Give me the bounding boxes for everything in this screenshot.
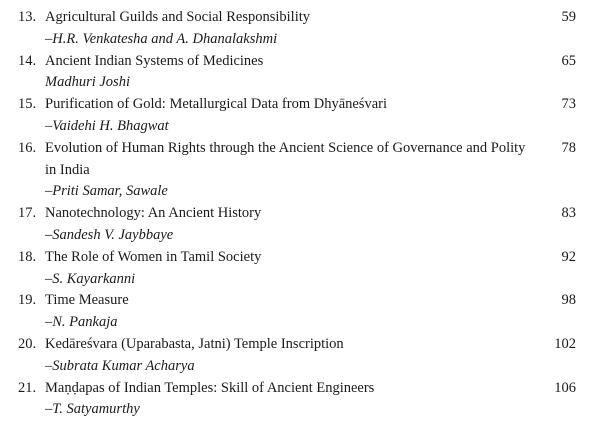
entry-author: –Vaidehi H. Bhagwat <box>45 117 169 134</box>
toc-entry <box>0 334 600 378</box>
author-line <box>0 269 600 291</box>
page-number: 92 <box>561 248 576 265</box>
toc-entry <box>0 203 600 247</box>
title-line <box>0 334 600 356</box>
toc-entry <box>0 138 600 203</box>
toc-entry <box>0 378 600 422</box>
page-number: 59 <box>561 9 576 25</box>
entry-number: 16. <box>18 139 37 156</box>
entry-author: –T. Satyamurthy <box>45 401 140 418</box>
entry-author: –H.R. Venkatesha and A. Dhanalakshmi <box>45 30 278 47</box>
toc-entry <box>0 290 600 334</box>
entry-title: Time Measure <box>45 292 129 309</box>
entry-title: Maṇḍapas of Indian Temples: Skill of Ancient Engineers <box>45 379 375 396</box>
title-line <box>0 247 600 269</box>
author-line <box>0 29 600 51</box>
entry-title: Purification of Gold: Metallurgical Data from Dhyāneśvari <box>45 96 387 113</box>
author-line <box>0 116 600 138</box>
entry-title: Ancient Indian Systems of Medicines <box>45 52 264 69</box>
author-line <box>0 312 600 334</box>
page-number: 78 <box>561 139 576 156</box>
entry-number: 17. <box>18 205 37 222</box>
title-line <box>0 94 600 116</box>
entry-author: –Sandesh V. Jaybbaye <box>45 226 174 243</box>
entry-number: 19. <box>18 292 37 309</box>
entry-number: 21. <box>18 379 37 396</box>
title-line <box>0 160 600 182</box>
page-number: 73 <box>561 96 576 113</box>
author-line <box>0 399 600 421</box>
entry-number: 18. <box>18 248 37 265</box>
author-line <box>0 181 600 203</box>
entry-title: Agricultural Guilds and Social Responsibility <box>45 9 311 25</box>
entry-title: The Role of Women in Tamil Society <box>45 248 262 265</box>
title-line <box>0 51 600 73</box>
entry-author: –Priti Samar, Sawale <box>45 183 168 200</box>
entry-author: –S. Kayarkanni <box>45 270 136 287</box>
author-line <box>0 72 600 94</box>
entry-title: Kedāreśvara (Uparabasta, Jatni) Temple Inscription <box>45 335 344 352</box>
page-number: 98 <box>561 292 576 309</box>
toc-entry <box>0 7 600 51</box>
title-line <box>0 290 600 312</box>
title-line <box>0 138 600 160</box>
entry-number: 13. <box>18 9 37 25</box>
toc-entry <box>0 94 600 138</box>
toc-entry <box>0 247 600 291</box>
author-line <box>0 225 600 247</box>
entry-number: 15. <box>18 96 37 113</box>
page-number: 83 <box>561 205 576 222</box>
entry-author: –N. Pankaja <box>45 314 118 331</box>
page-number: 102 <box>554 335 576 352</box>
entry-number: 14. <box>18 52 37 69</box>
entry-title: Nanotechnology: An Ancient History <box>45 205 262 222</box>
title-line <box>0 378 600 400</box>
title-line <box>0 203 600 225</box>
title-line <box>0 7 600 29</box>
entry-title: in India <box>45 161 90 178</box>
entry-author: Madhuri Joshi <box>45 74 130 91</box>
page-number: 106 <box>554 379 576 396</box>
entry-number: 20. <box>18 335 37 352</box>
author-line <box>0 356 600 378</box>
entry-title: Evolution of Human Rights through the Ancient Science of Governance and Polity <box>45 139 526 156</box>
entry-author: –Subrata Kumar Acharya <box>45 357 195 374</box>
toc-entry <box>0 51 600 95</box>
page-number: 65 <box>561 52 576 69</box>
